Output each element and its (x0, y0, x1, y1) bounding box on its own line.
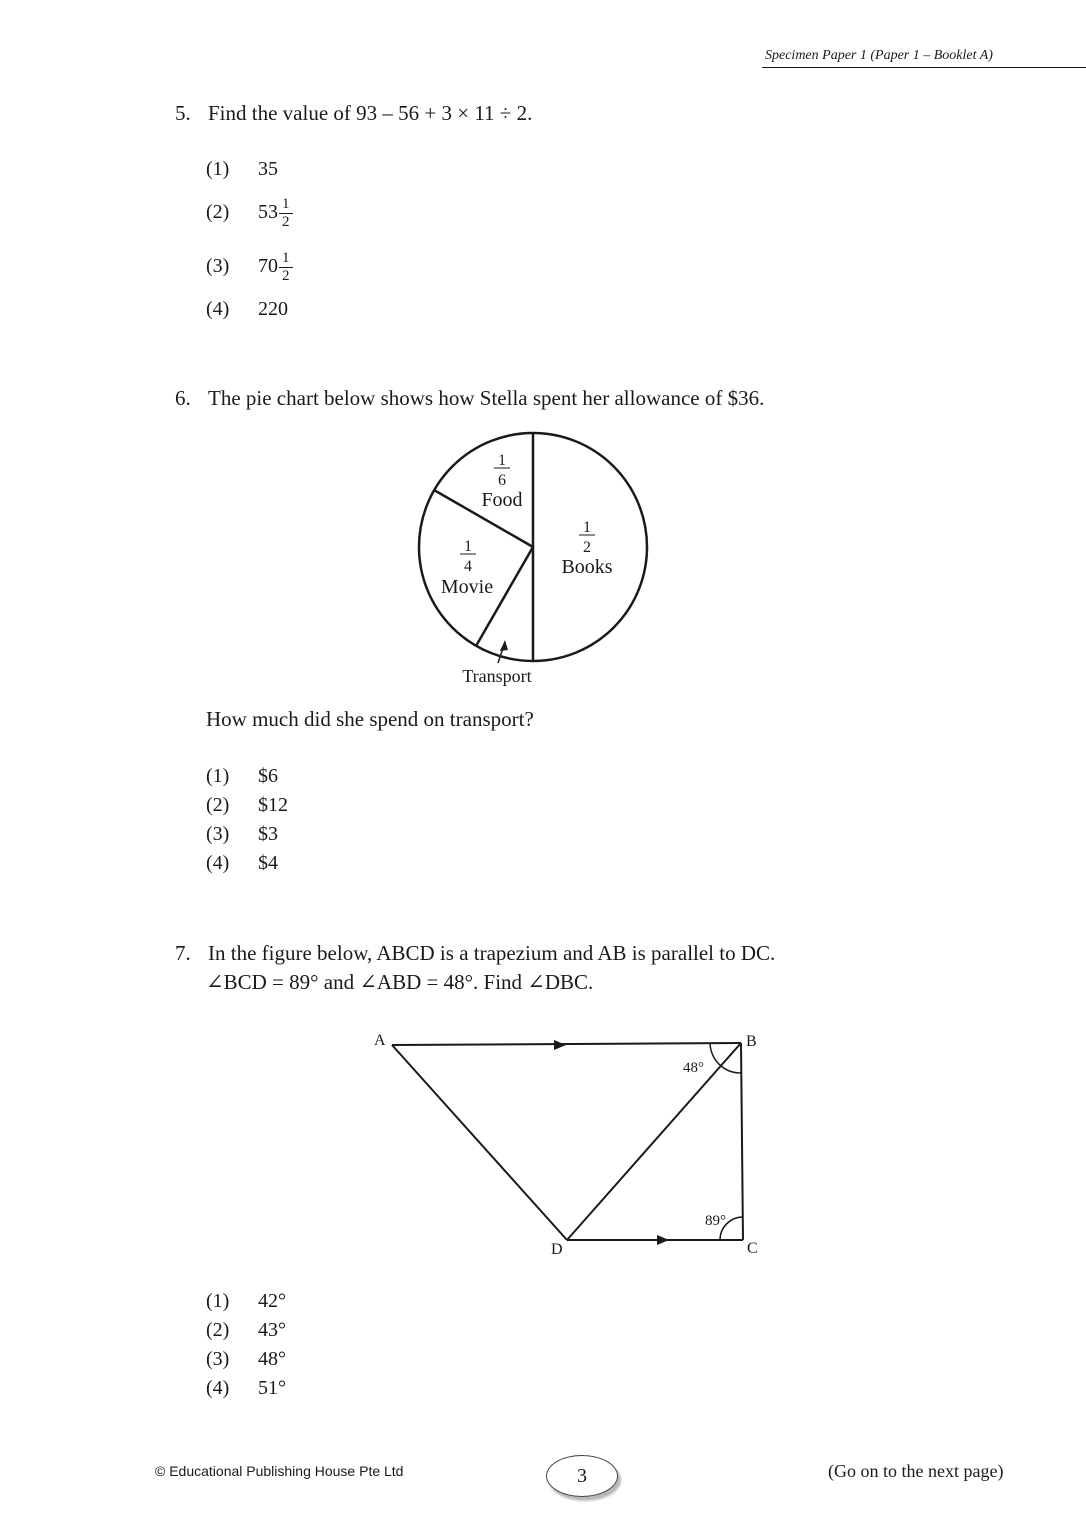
q6-option-2[interactable] (206, 794, 288, 817)
option-value: 35 (258, 158, 278, 180)
vertex-c-label: C (747, 1240, 758, 1257)
page-number: 3 (546, 1455, 618, 1497)
option-label: (1) (206, 765, 230, 787)
diagonal-bd (567, 1043, 741, 1240)
option-label: (2) (206, 201, 230, 224)
vertex-d-label: D (551, 1241, 563, 1258)
question-6 (175, 384, 764, 413)
pie-chart (400, 420, 670, 695)
question-number: 5. (175, 101, 191, 125)
angle-bcd-label: 89° (705, 1213, 726, 1229)
running-header: Specimen Paper 1 (Paper 1 – Booklet A) (765, 48, 993, 63)
side-ad (392, 1045, 567, 1240)
option-value: 51° (258, 1377, 286, 1399)
q7-option-1[interactable] (206, 1290, 286, 1313)
q7-option-4[interactable] (206, 1377, 286, 1400)
angle-abd-arc (710, 1043, 721, 1066)
q6-option-3[interactable] (206, 823, 278, 846)
option-value: 220 (258, 298, 288, 320)
side-bc (741, 1043, 743, 1240)
option-value: $6 (258, 765, 278, 787)
slice-transport-label: Transport (462, 666, 532, 686)
q6-option-1[interactable] (206, 765, 278, 788)
question-7 (175, 939, 775, 968)
q5-option-3[interactable] (206, 250, 293, 285)
option-label: (1) (206, 1290, 230, 1312)
parallel-arrow-ab (554, 1040, 566, 1050)
vertex-a-label: A (374, 1032, 386, 1049)
fraction-denominator: 2 (282, 268, 290, 284)
transport-pointer-arrowhead (500, 640, 508, 651)
q5-option-1[interactable] (206, 158, 278, 181)
question-5 (175, 99, 532, 128)
slice-movie-label: Movie (440, 576, 494, 598)
side-ab (392, 1043, 741, 1045)
option-label: (1) (206, 158, 230, 180)
angle-dbc-arc (721, 1066, 741, 1073)
q6-option-4[interactable] (206, 852, 278, 875)
question-text: The pie chart below shows how Stella spent her allowance of $36. (208, 386, 765, 410)
slice-food-fraction-num: 1 (498, 452, 506, 469)
option-label: (4) (206, 1377, 230, 1399)
option-value: 42° (258, 1290, 286, 1312)
question-number: 6. (175, 386, 191, 410)
trapezium-figure (360, 1020, 770, 1265)
q5-option-2[interactable] (206, 196, 293, 231)
slice-food-label: Food (481, 489, 523, 511)
question-text-line-1: In the figure below, ABCD is a trapezium and AB is parallel to DC. (208, 941, 776, 965)
slice-movie-fraction-den: 4 (464, 558, 472, 575)
option-value: $12 (258, 794, 288, 816)
slice-food-fraction-den: 6 (498, 472, 506, 489)
option-value: 43° (258, 1319, 286, 1341)
vertex-b-label: B (746, 1033, 757, 1050)
option-value: $4 (258, 852, 278, 874)
option-whole: 70 (258, 255, 278, 278)
question-text: Find the value of 93 – 56 + 3 × 11 ÷ 2. (208, 101, 533, 125)
header-rule (762, 67, 1086, 68)
slice-books-fraction-den: 2 (583, 539, 591, 556)
option-label: (2) (206, 1319, 230, 1341)
option-value: $3 (258, 823, 278, 845)
option-label: (4) (206, 298, 230, 320)
copyright-notice: © Educational Publishing House Pte Ltd (155, 1463, 404, 1479)
q7-option-2[interactable] (206, 1319, 286, 1342)
next-page-note: (Go on to the next page) (828, 1461, 1004, 1481)
slice-books-fraction-num: 1 (583, 519, 591, 536)
option-label: (3) (206, 255, 230, 278)
fraction-denominator: 2 (282, 214, 290, 230)
fraction-numerator: 1 (279, 250, 293, 268)
angle-abd-label: 48° (683, 1060, 704, 1076)
parallel-arrow-dc (657, 1235, 669, 1245)
option-label: (4) (206, 852, 230, 874)
slice-books-label: Books (561, 556, 613, 578)
option-value: 48° (258, 1348, 286, 1370)
q7-option-3[interactable] (206, 1348, 286, 1371)
q6-question: How much did she spend on transport? (206, 707, 534, 731)
question-text-line-2: ∠BCD = 89° and ∠ABD = 48°. Find ∠DBC. (206, 970, 594, 994)
slice-movie-fraction-num: 1 (464, 538, 472, 555)
question-number: 7. (175, 941, 191, 965)
option-label: (2) (206, 794, 230, 816)
option-label: (3) (206, 1348, 230, 1370)
fraction-numerator: 1 (279, 196, 293, 214)
option-label: (3) (206, 823, 230, 845)
option-fraction (279, 196, 293, 231)
q5-option-4[interactable] (206, 298, 288, 321)
option-fraction (279, 250, 293, 285)
option-whole: 53 (258, 201, 278, 224)
